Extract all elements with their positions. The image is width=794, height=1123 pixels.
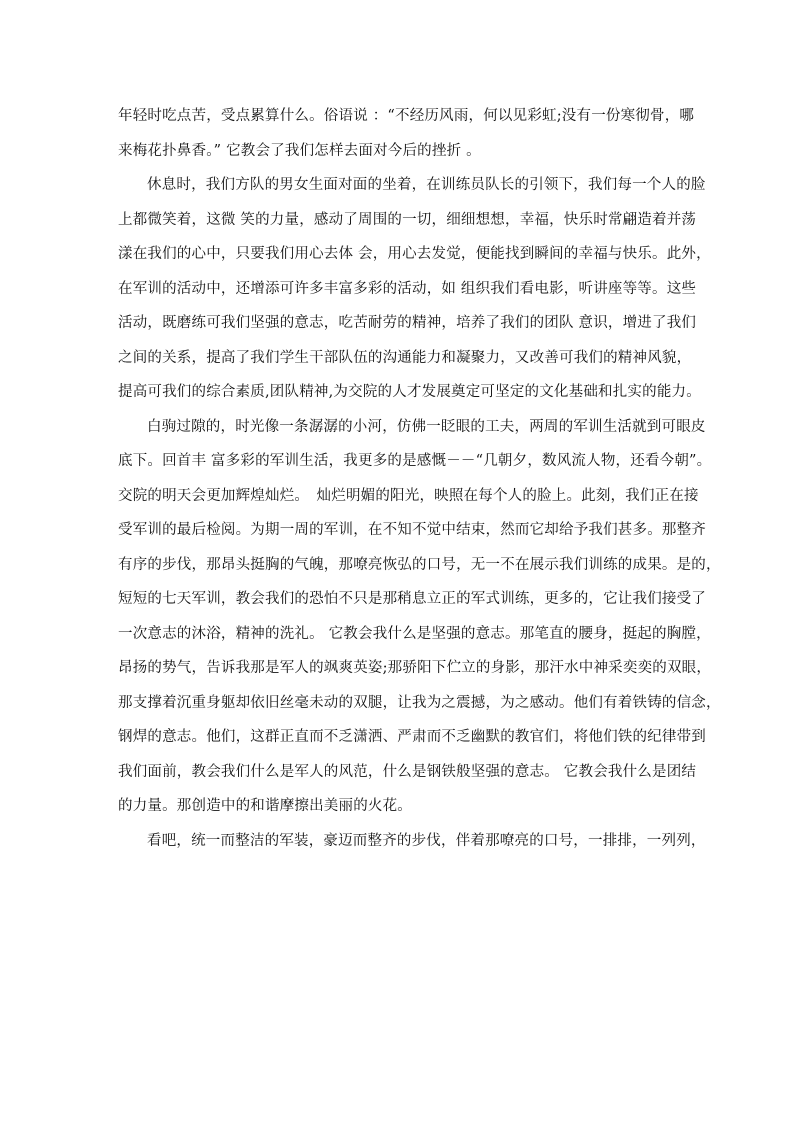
text-line: 短短的七天军训，教会我们的恐怕不只是那稍息立正的军式训练，更多的，它让我们接受了 [118,591,706,607]
text-line: 我们面前，教会我们什么是军人的风范，什么是钢铁般坚强的意志。 它教会我什么是团结 [118,763,697,780]
text-line: 之间的关系，提高了我们学生干部队伍的沟通能力和凝聚力，又改善可我们的精神风貌， [118,349,692,366]
text-line: 提高可我们的综合素质,团队精神,为交院的人才发展奠定可坚定的文化基础和扎实的能力。 [118,384,701,400]
text-line: 看吧，统一而整洁的军装，豪迈而整齐的步伐，伴着那嘹亮的口号，一排排，一列列， [147,832,706,849]
text-line: 有序的步伐，那昂头挺胸的气魄，那嘹亮恢弘的口号，无一不在展示我们训练的成果。是的， [118,556,721,573]
text-line: 漾在我们的心中，只要我们用心去体 会，用心去发觉，便能找到瞬间的幸福与快乐。此外， [118,246,711,262]
document-body [118,104,721,863]
text-line: 活动，既磨练可我们坚强的意志，吃苦耐劳的精神，培养了我们的团队 意识，增进了我们 [118,315,697,331]
text-line: 上都微笑着，这微 笑的力量，感动了周围的一切，细细想想，幸福，快乐时常翩造着并荡 [118,211,697,228]
text-line: 受军训的最后检阅。为期一周的军训，在不知不觉中结束，然而它却给予我们甚多。那整齐 [118,522,706,538]
text-line: 一次意志的沐浴，精神的洗礼。 它教会我什么是坚强的意志。那笔直的腰身，挺起的胸膛， [118,625,711,642]
text-line: 年轻时吃点苦，受点累算什么。俗语说 ：“不经历风雨，何以见彩虹;没有一份寒彻骨，哪 [118,108,695,124]
text-line: 昂扬的势气，告诉我那是军人的飒爽英姿;那骄阳下伫立的身影，那汗水中神采奕奕的双眼， [118,660,712,676]
text-line: 交院的明天会更加辉煌灿烂。 灿烂明媚的阳光，映照在每个人的脸上。此刻，我们正在接 [118,487,699,504]
text-line: 白驹过隙的，时光像一条潺潺的小河，仿佛一眨眼的工夫，两周的军训生活就到可眼皮 [147,418,706,435]
text-line: 在军训的活动中，还增添可许多丰富多彩的活动，如 组织我们看电影，听讲座等等。这些 [118,280,697,297]
text-line: 那支撑着沉重身躯却依旧丝毫未动的双腿，让我为之震撼，为之感动。他们有着铁铸的信念， [118,694,721,711]
text-line: 来梅花扑鼻香。” 它教会了我们怎样去面对今后的挫折 。 [118,142,481,159]
text-line: 底下。回首丰 富多彩的军训生活，我更多的是感慨－－“几朝夕，数风流人物，还看今朝”。 [118,453,712,469]
text-line: 钢焊的意志。他们，这群正直而不乏潇洒、严肃而不乏幽默的教官们，将他们铁的纪律带到 [118,729,706,745]
text-line: 休息时，我们方队的男女生面对面的坐着，在训练员队长的引领下，我们每一个人的脸 [147,177,706,193]
text-line: 的力量。那创造中的和谐摩擦出美丽的火花。 [118,798,412,814]
